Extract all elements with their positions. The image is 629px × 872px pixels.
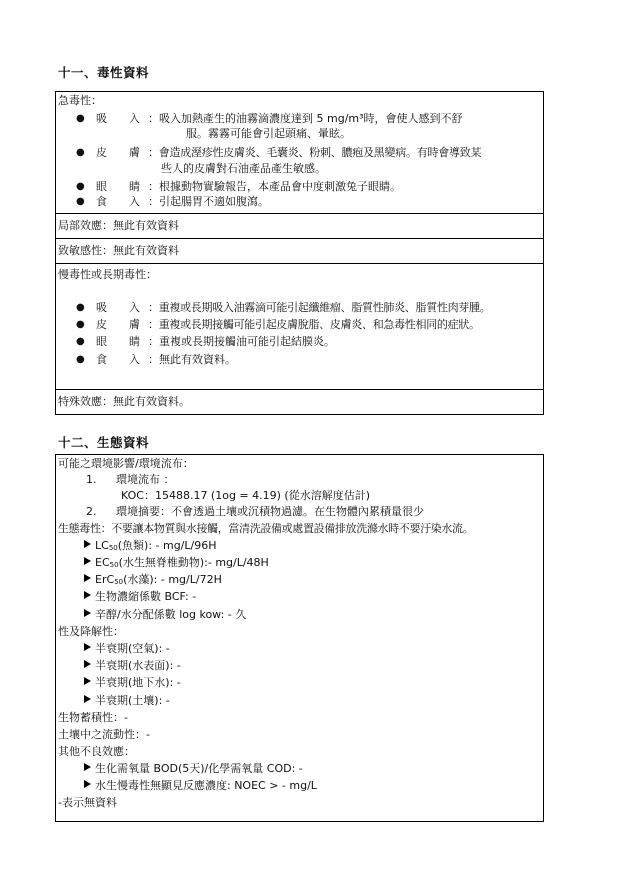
acute-toxicity-cell bbox=[56, 92, 543, 214]
bullet-icon: ● bbox=[76, 354, 85, 365]
erc50-value: (水藻): - mg/L/72H bbox=[123, 573, 222, 586]
bullet-icon: ● bbox=[76, 181, 85, 192]
chronic-toxicity-cell bbox=[56, 264, 543, 390]
chronic-heading: 慢毒性或長期毒性： bbox=[58, 268, 157, 281]
arrow-bullet-icon bbox=[84, 660, 91, 668]
toxicity-table bbox=[55, 91, 544, 415]
acute-label-ingest: 食 入 bbox=[96, 195, 140, 208]
lc50-value: (魚類): - mg/L/96H bbox=[117, 539, 217, 552]
chronic-label-skin: 皮 膚 bbox=[96, 318, 140, 331]
section-11-title: 十一、毒性資料 bbox=[58, 65, 150, 80]
bullet-icon: ● bbox=[76, 196, 85, 207]
chronic-text-inhale: ：重複或長期吸入油霧滴可能引起纖維瘤、脂質性肺炎、脂質性肉芽腫。 bbox=[148, 301, 491, 314]
acute-text-skin-1: ：會造成溼疹性皮膚炎、毛囊炎、粉刺、膿疱及黑變病。有時會導致某 bbox=[148, 146, 482, 159]
arrow-bullet-icon bbox=[84, 763, 91, 771]
erc50-sub: 50 bbox=[114, 578, 124, 586]
ec50-sub: 50 bbox=[109, 561, 119, 569]
local-effect-text: 局部效應：無此有效資料 bbox=[58, 219, 179, 232]
koc-text: KOC：15488.17 (1og = 4.19) (從水溶解度估計) bbox=[121, 489, 371, 502]
soil-mobility-text: 土壤中之流動性：- bbox=[58, 728, 150, 741]
arrow-bullet-icon bbox=[84, 643, 91, 651]
half-life-water-line bbox=[84, 659, 181, 673]
bod-line bbox=[84, 762, 303, 776]
chronic-label-ingest: 食 入 bbox=[96, 353, 140, 366]
acute-text-skin-2: 些人的皮膚對石油產品產生敏感。 bbox=[161, 162, 326, 175]
bioaccumulation-text: 生物蓄積性：- bbox=[58, 711, 128, 724]
ec50-label: EC bbox=[95, 556, 110, 569]
bod-text: 生化需氧量 BOD(5天)/化學需氧量 COD: - bbox=[95, 762, 303, 775]
arrow-bullet-icon bbox=[84, 557, 91, 565]
acute-label-inhale: 吸 入 bbox=[96, 112, 140, 125]
chronic-label-inhale: 吸 入 bbox=[96, 301, 140, 314]
acute-text-inhale-2: 服。霧霧可能會引起頭痛、暈眩。 bbox=[186, 127, 351, 140]
half-life-soil-line bbox=[84, 694, 170, 708]
no-data-note: -表示無資料 bbox=[58, 796, 117, 809]
other-effects-heading: 其他不良效應： bbox=[58, 745, 135, 758]
bcf-line bbox=[84, 590, 196, 604]
acute-label-eye: 眼 睛 bbox=[96, 180, 140, 193]
chronic-text-ingest: ：無此有效資料。 bbox=[148, 353, 236, 366]
arrow-bullet-icon bbox=[84, 677, 91, 685]
env-2-number: 2. bbox=[86, 505, 97, 518]
chronic-text-skin: ：重複或長期接觸可能引起皮膚脫脂、皮膚炎、和急毒性相同的症狀。 bbox=[148, 318, 480, 331]
acute-text-ingest: ：引起腸胃不適如腹瀉。 bbox=[148, 195, 269, 208]
erc50-line bbox=[84, 573, 222, 589]
half-life-air-line bbox=[84, 642, 170, 656]
chronic-text-eye: ：重複或長期接觸油可能引起結膜炎。 bbox=[148, 335, 335, 348]
section-12-title: 十二、生態資料 bbox=[58, 435, 150, 450]
kow-line bbox=[84, 608, 246, 622]
sensitization-text: 致敏感性：無此有效資料 bbox=[58, 244, 179, 257]
kow-text: 辛醇/水分配係數 log kow: - 久 bbox=[95, 608, 247, 621]
noec-text: 水生慢毒性無顯見反應濃度: NOEC > - mg/L bbox=[95, 779, 317, 792]
acute-label-skin: 皮 膚 bbox=[96, 146, 140, 159]
special-effect-cell bbox=[56, 390, 543, 414]
half-life-air-text: 半衰期(空氣): - bbox=[95, 642, 170, 655]
acute-heading: 急毒性： bbox=[58, 94, 102, 107]
special-effect-text: 特殊效應：無此有效資料。 bbox=[58, 395, 190, 408]
env-heading: 可能之環境影響/環境流布： bbox=[58, 457, 194, 470]
bullet-icon: ● bbox=[76, 147, 85, 158]
arrow-bullet-icon bbox=[84, 591, 91, 599]
local-effect-cell bbox=[56, 214, 543, 239]
env-1-text: 環境流布 ： bbox=[116, 473, 175, 486]
lc50-label: LC bbox=[95, 539, 109, 552]
sensitization-cell bbox=[56, 239, 543, 264]
noec-line bbox=[84, 779, 317, 793]
ec50-value: (水生無脊椎動物):- mg/L/48H bbox=[118, 556, 269, 569]
arrow-bullet-icon bbox=[84, 780, 91, 788]
half-life-soil-text: 半衰期(土壤): - bbox=[95, 694, 170, 707]
lc50-sub: 50 bbox=[108, 544, 118, 552]
acute-text-eye: ：根據動物實驗報告，本產品會中度刺激兔子眼睛。 bbox=[148, 180, 401, 193]
acute-text-inhale-1: ：吸入加熱產生的油霧滴濃度達到 5 mg/m³時，會使人感到不舒 bbox=[148, 112, 463, 125]
bullet-icon: ● bbox=[76, 336, 85, 347]
half-life-ground-text: 半衰期(地下水): - bbox=[95, 676, 181, 689]
ecotoxicity-text: 生態毒性：不要讓本物質與水接觸，當清洗設備或處置設備排放洗滌水時不要汙染水流。 bbox=[58, 522, 474, 535]
bcf-text: 生物濃縮係數 BCF: - bbox=[95, 590, 197, 603]
arrow-bullet-icon bbox=[84, 695, 91, 703]
env-1-number: 1. bbox=[86, 473, 97, 486]
degradability-heading: 性及降解性： bbox=[58, 625, 124, 638]
chronic-label-eye: 眼 睛 bbox=[96, 335, 140, 348]
bullet-icon: ● bbox=[76, 319, 85, 330]
arrow-bullet-icon bbox=[84, 574, 91, 582]
bullet-icon: ● bbox=[76, 302, 85, 313]
half-life-ground-line bbox=[84, 676, 181, 690]
arrow-bullet-icon bbox=[84, 609, 91, 617]
env-2-text: 環境摘要：不會透過土壤或沉積物過濾。在生物體內累積量很少 bbox=[116, 505, 424, 518]
ecology-box bbox=[55, 454, 544, 822]
ec50-line bbox=[84, 556, 269, 572]
lc50-line bbox=[84, 539, 217, 555]
bullet-icon: ● bbox=[76, 113, 85, 124]
arrow-bullet-icon bbox=[84, 540, 91, 548]
half-life-water-text: 半衰期(水表面): - bbox=[95, 659, 181, 672]
erc50-label: ErC bbox=[95, 573, 115, 586]
